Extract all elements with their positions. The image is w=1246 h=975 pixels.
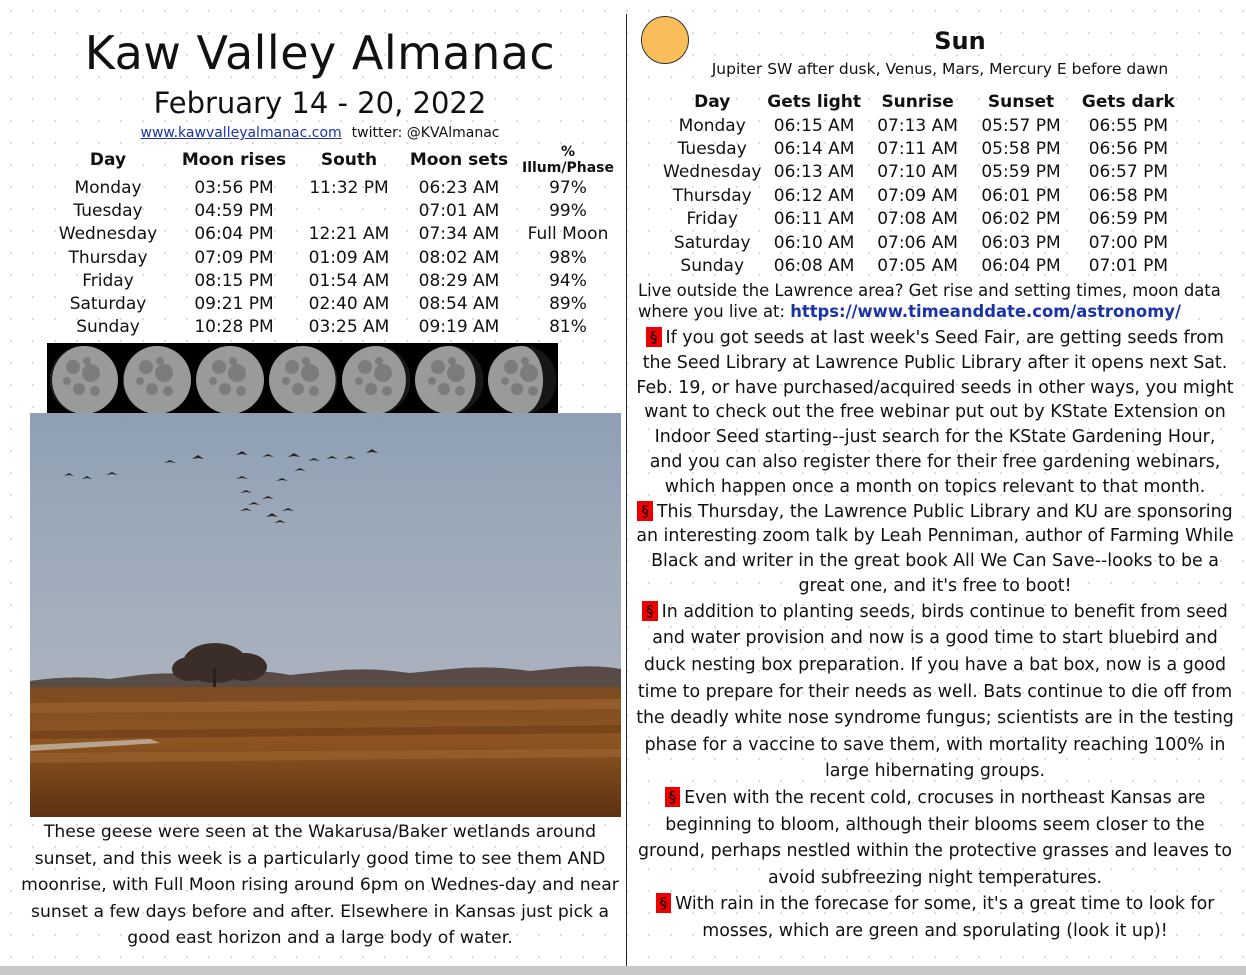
sun-col-sunrise: Sunrise — [881, 92, 954, 112]
moon-phase-icon — [341, 345, 411, 415]
photo-caption: These geese were seen at the Wakarusa/Baker wetlands around sunset, and this week is a particularly good time to see them AND moonrise, with Full Moon rising around 6pm on Wednes-day and near sunset a few days before and after. Elsewhere in Kansas just pick a good east horizon and a large body of water. — [21, 822, 619, 949]
sun-col-sunset: Sunset — [987, 92, 1055, 112]
sun-gets-dark: 06:57 PM — [1088, 162, 1169, 183]
note-text: Even with the recent cold, crocuses in northeast Kansas are beginning to bloom, although their blooms seem closer to the ground, perhaps nestled within the protective grasses and leaves to avoid subfreezing night temperatures. — [638, 787, 1232, 888]
moon-set-time: 09:19 AM — [418, 317, 500, 338]
moon-phase-icon — [122, 345, 192, 415]
sun-gets-light: 06:08 AM — [773, 256, 855, 277]
table-row — [663, 114, 1183, 137]
moon-south-time: 03:25 AM — [308, 317, 390, 338]
sun-gets-light: 06:12 AM — [773, 185, 855, 206]
sun-gets-dark: 06:58 PM — [1088, 185, 1169, 206]
moon-col-sets: Moon sets — [409, 150, 509, 170]
sun-heading: Sun — [934, 27, 986, 55]
moon-phase-icon — [414, 345, 484, 415]
sun-sunset: 05:57 PM — [981, 115, 1061, 136]
website-link[interactable]: www.kawvalleyalmanac.com — [140, 125, 342, 141]
moon-phase-cell — [266, 343, 339, 416]
moon-table-header — [42, 144, 622, 176]
moon-set-time: 07:01 AM — [418, 200, 500, 221]
sun-gets-light: 06:13 AM — [773, 162, 855, 183]
sun-day: Sunday — [680, 256, 745, 277]
table-row — [42, 316, 622, 339]
moon-illum: Full Moon — [527, 224, 609, 245]
sun-gets-light: 06:15 AM — [773, 115, 855, 136]
moon-phase-cell — [485, 343, 558, 416]
moon-set-time: 08:02 AM — [418, 247, 500, 268]
moon-rise-time: 07:09 PM — [194, 247, 274, 268]
moon-rise-time: 06:04 PM — [194, 224, 274, 245]
moon-phase-cell — [193, 343, 266, 416]
sun-sunset: 06:02 PM — [981, 209, 1061, 230]
moon-phase-cell — [47, 343, 120, 416]
moon-col-day: Day — [89, 150, 127, 170]
note-text: If you got seeds at last week's Seed Fair, are getting seeds from the Seed Library at Lawrence Public Library after it opens next Sat. Feb. 19, or have purchased/acquired seeds in other ways, you might want to check out the free webinar put out by KState Extension on Indoor Seed starting--just search for the KState Gardening Hour, and you can also register there for their free gardening webinars, which happen once a month on topics relevant to that month. — [636, 328, 1234, 497]
table-row — [663, 208, 1183, 231]
section-marker-icon: § — [665, 787, 681, 807]
table-row — [663, 254, 1183, 277]
moon-phase-cell — [120, 343, 193, 416]
sun-col-day: Day — [694, 92, 731, 112]
moon-phase-icon — [195, 345, 265, 415]
sun-gets-dark: 06:59 PM — [1088, 209, 1169, 230]
sun-sunset: 06:03 PM — [981, 232, 1061, 253]
sun-gets-dark: 06:56 PM — [1088, 139, 1169, 160]
moon-south-time: 12:21 AM — [308, 224, 390, 245]
moon-day: Monday — [74, 177, 142, 198]
section-marker-icon: § — [642, 601, 658, 621]
sun-gets-light: 06:10 AM — [773, 232, 855, 253]
note-text: In addition to planting seeds, birds continue to benefit from seed and water provision and now is a good time to start bluebird and duck nesting box preparation. If you have a bat box, now is a good time to prepare for their needs as well. Bats continue to die off from the deadly white nose syndrome fungus; scientists are in the testing phase for a vaccine to save them, with mortality reaching 100% in large hibernating groups. — [636, 601, 1234, 782]
table-row — [663, 137, 1183, 160]
twitter-handle: twitter: @KVAlmanac — [351, 125, 500, 141]
table-row — [42, 176, 622, 199]
note-zoom-talk — [636, 500, 1234, 599]
moon-phase-icon — [268, 345, 338, 415]
sun-day: Thursday — [672, 185, 752, 206]
date-range: February 14 - 20, 2022 — [153, 86, 487, 120]
section-marker-icon: § — [646, 327, 662, 347]
note-text: With rain in the forecase for some, it's a great time to look for mosses, which are green and sporulating (look it up)! — [675, 894, 1215, 941]
moon-south-time — [294, 199, 404, 222]
table-row — [42, 223, 622, 246]
sun-gets-dark: 07:01 PM — [1088, 256, 1169, 277]
moon-illum: 98% — [549, 247, 587, 268]
moon-day: Thursday — [68, 247, 148, 268]
sun-sunrise: 07:13 AM — [877, 115, 958, 136]
page-title: Kaw Valley Almanac — [84, 26, 556, 80]
sun-gets-dark: 07:00 PM — [1088, 232, 1169, 253]
moon-day: Tuesday — [73, 200, 143, 221]
table-row — [663, 184, 1183, 207]
sun-sunrise: 07:10 AM — [877, 162, 958, 183]
table-row — [42, 292, 622, 315]
moon-rise-time: 09:21 PM — [194, 294, 274, 315]
location-note — [638, 280, 1238, 322]
moon-illum: 81% — [549, 317, 587, 338]
sun-day: Saturday — [673, 232, 751, 253]
moon-phase-icon — [487, 345, 557, 415]
moon-col-illum: % Illum/Phase — [522, 144, 614, 176]
sun-col-gets-dark: Gets dark — [1081, 92, 1175, 112]
moon-set-time: 08:54 AM — [418, 294, 500, 315]
sun-table-header — [663, 90, 1183, 114]
table-row — [663, 231, 1183, 254]
sun-sunrise: 07:11 AM — [877, 139, 958, 160]
section-marker-icon: § — [637, 501, 653, 521]
moon-set-time: 07:34 AM — [418, 224, 500, 245]
moon-rise-time: 10:28 PM — [194, 317, 274, 338]
sun-sunrise: 07:06 AM — [877, 232, 958, 253]
sun-sunset: 06:04 PM — [981, 256, 1061, 277]
table-row — [663, 161, 1183, 184]
moon-illum: 97% — [549, 177, 587, 198]
moon-south-time: 01:54 AM — [308, 270, 390, 291]
sun-col-gets-light: Gets light — [767, 92, 861, 112]
moon-illum: 89% — [549, 294, 587, 315]
sun-day: Tuesday — [677, 139, 747, 160]
moon-set-time: 06:23 AM — [418, 177, 500, 198]
column-divider — [626, 14, 627, 970]
header-links — [20, 122, 620, 144]
note-crocuses — [636, 785, 1234, 891]
sun-day: Wednesday — [663, 162, 762, 183]
note-mosses — [636, 891, 1234, 944]
planets-note: Jupiter SW after dusk, Venus, Mars, Mercury E before dawn — [711, 60, 1169, 78]
sun-icon — [641, 16, 689, 64]
moon-day: Saturday — [69, 294, 147, 315]
moon-south-time: 11:32 PM — [309, 177, 389, 198]
moon-phase-strip — [47, 343, 620, 416]
table-row — [42, 199, 622, 222]
moon-set-time: 08:29 AM — [418, 270, 500, 291]
moon-col-rises: Moon rises — [181, 150, 287, 170]
moon-table — [42, 144, 622, 339]
moon-south-time: 02:40 AM — [308, 294, 390, 315]
timeanddate-link[interactable]: https://www.timeanddate.com/astronomy/ — [790, 302, 1181, 321]
sun-gets-light: 06:14 AM — [773, 139, 855, 160]
note-text: This Thursday, the Lawrence Public Library and KU are sponsoring an interesting zoom talk by Leah Penniman, author of Farming While Black and writer in the great book All We Can Save--looks to be a great one, and it's free to boot! — [636, 501, 1234, 596]
sun-table — [663, 90, 1183, 278]
sun-sunrise: 07:09 AM — [877, 185, 958, 206]
moon-phase-icon — [49, 345, 119, 415]
moon-day: Wednesday — [58, 224, 158, 245]
sun-sunset: 06:01 PM — [981, 185, 1061, 206]
moon-day: Sunday — [76, 317, 140, 338]
note-seeds — [636, 326, 1234, 500]
note-birds-bats — [636, 599, 1234, 785]
moon-col-south: South — [320, 150, 378, 170]
sun-day: Monday — [678, 115, 746, 136]
table-row — [42, 246, 622, 269]
table-row — [42, 269, 622, 292]
sun-gets-light: 06:11 AM — [773, 209, 855, 230]
sun-sunset: 05:59 PM — [981, 162, 1061, 183]
section-marker-icon: § — [656, 893, 672, 913]
moon-phase-cell — [412, 343, 485, 416]
page-bottom-edge — [0, 966, 1246, 975]
moon-rise-time: 08:15 PM — [194, 270, 274, 291]
moon-day: Friday — [82, 270, 134, 291]
moon-phase-cell — [339, 343, 412, 416]
sun-sunrise: 07:05 AM — [877, 256, 958, 277]
location-note-text: Live outside the Lawrence area? Get rise and setting times, moon data where you live at: — [638, 281, 1221, 321]
sun-gets-dark: 06:55 PM — [1088, 115, 1169, 136]
sun-sunrise: 07:08 AM — [877, 209, 958, 230]
moon-south-time: 01:09 AM — [308, 247, 390, 268]
sun-day: Friday — [686, 209, 738, 230]
geese-over-wetlands-photo — [30, 413, 621, 817]
sun-sunset: 05:58 PM — [981, 139, 1061, 160]
moon-illum: 99% — [549, 200, 587, 221]
moon-rise-time: 03:56 PM — [194, 177, 274, 198]
moon-rise-time: 04:59 PM — [194, 200, 274, 221]
moon-illum: 94% — [549, 270, 587, 291]
left-column — [20, 22, 620, 416]
notes-section — [636, 326, 1234, 944]
